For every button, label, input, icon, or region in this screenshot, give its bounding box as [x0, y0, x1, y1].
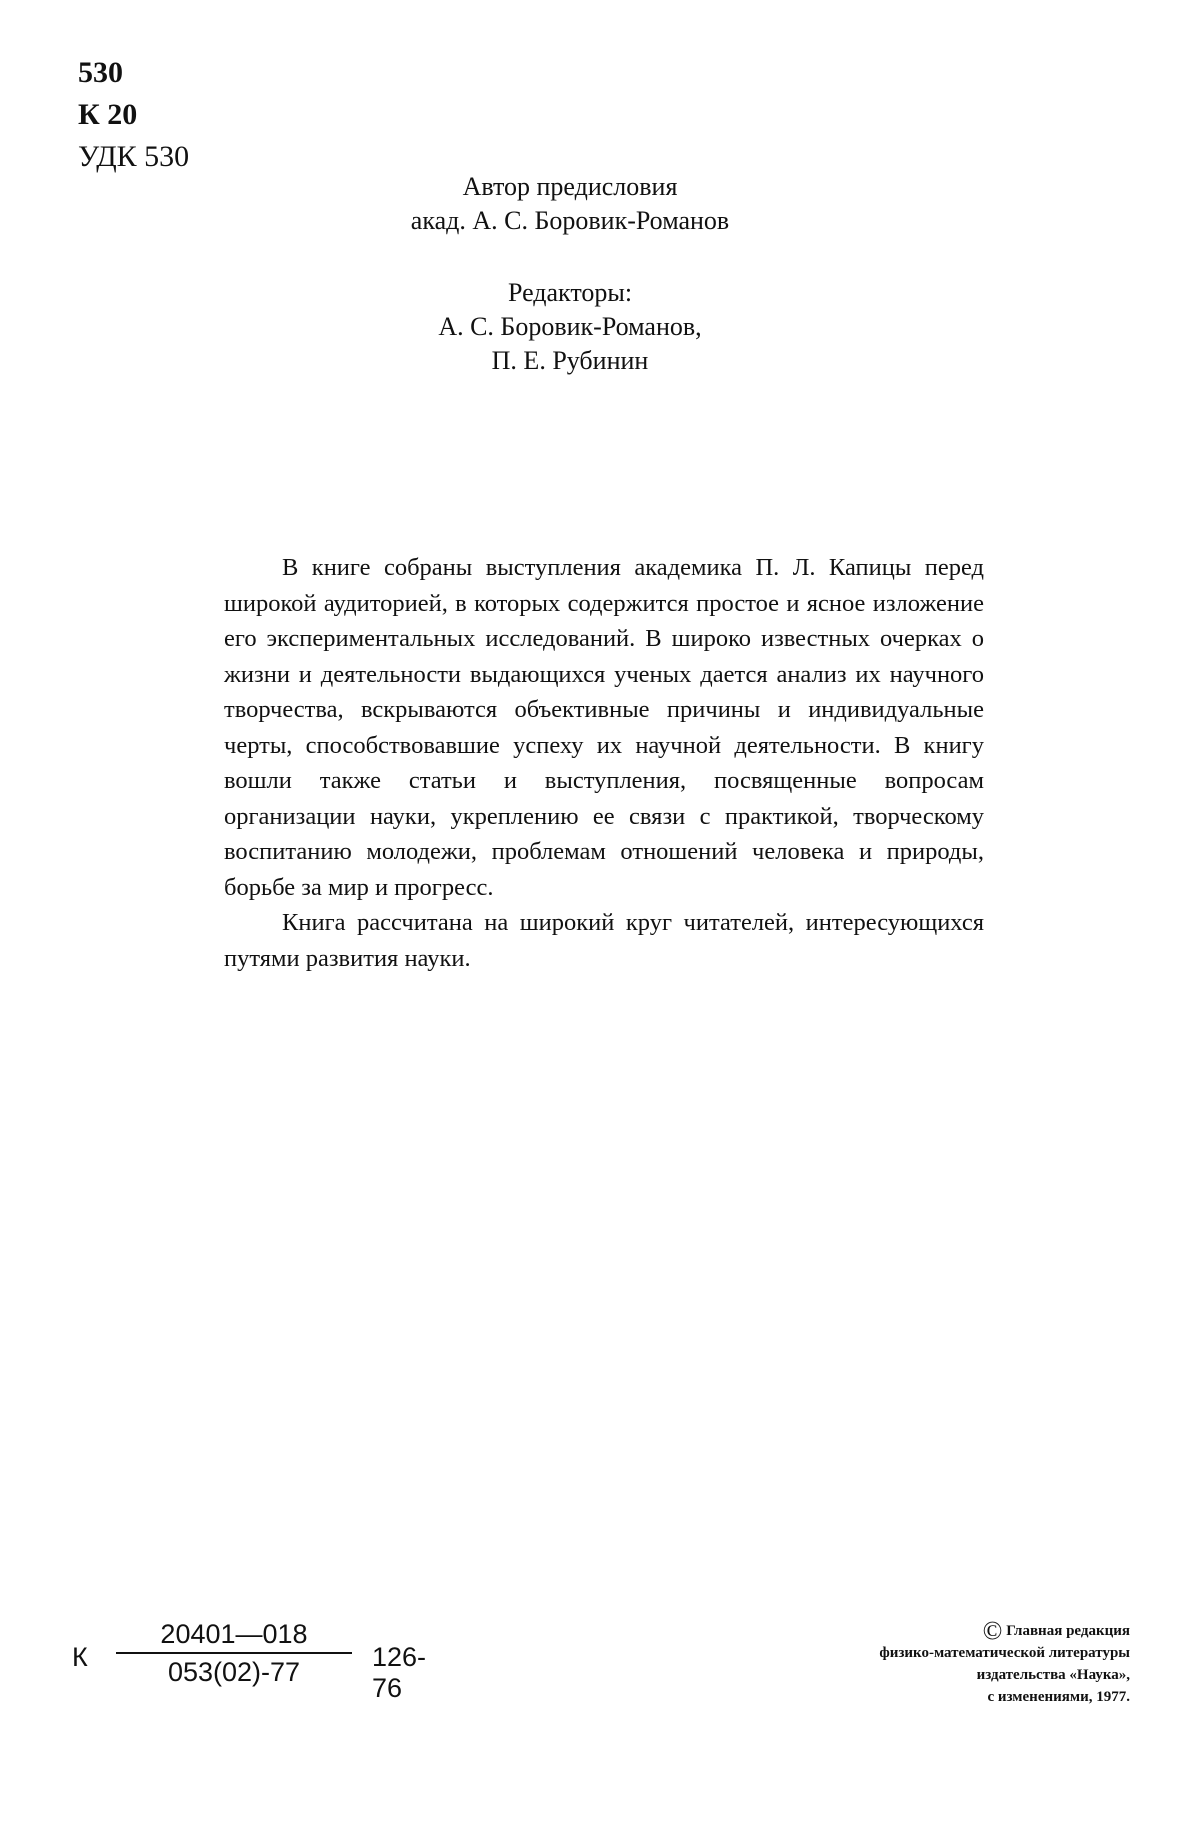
copyright-line: Главная редакция	[1006, 1623, 1130, 1639]
copyright-line: физико-математической литературы	[879, 1645, 1130, 1661]
editors-credits	[300, 276, 840, 378]
annotation-paragraph: В книге собраны выступления академика П. Л. Капицы перед широкой аудиторией, в которых содержится простое и ясное изложение его экспериментальных исследований. В широко известных очерках о жизни и деятельности выдающихся ученых дается анализ их научного творчества, вскрываются объективные причины и индивидуальные черты, способствовавшие успеху их научной деятельности. В книгу вошли также статьи и выступления, посвященные вопросам организации науки, укреплению ее связи с практикой, творческому воспитанию молодежи, проблемам отношений человека и природы, борьбе за мир и прогресс.	[224, 554, 984, 901]
classification-code: 530	[78, 56, 123, 89]
editor-name: П. Е. Рубинин	[491, 346, 649, 375]
publisher-code-numerator: 20401—018	[116, 1618, 352, 1654]
annotation-paragraph: Книга рассчитана на широкий круг читателей, интересующихся путями развития науки.	[224, 909, 984, 972]
publisher-code-letter: К	[72, 1642, 88, 1672]
copyright-icon: ©	[982, 1616, 1003, 1645]
publisher-code-denominator: 053(02)-77	[167, 1657, 301, 1687]
classification-block	[78, 52, 189, 178]
publisher-code-suffix: 126-76	[372, 1642, 427, 1703]
copyright-line: издательства «Наука»,	[976, 1667, 1130, 1683]
copyright-line: с изменениями, 1977.	[987, 1689, 1130, 1705]
preface-credits	[300, 170, 840, 238]
book-annotation	[224, 550, 984, 976]
preface-author: акад. А. С. Боровик-Романов	[410, 206, 730, 235]
copyright-notice	[740, 1616, 1130, 1708]
publisher-code-fraction	[116, 1618, 352, 1688]
udc-code: УДК 530	[78, 140, 190, 173]
author-mark: К 20	[78, 98, 138, 131]
preface-label: Автор предисловия	[462, 172, 678, 201]
editors-label: Редакторы:	[507, 278, 633, 307]
editor-name: А. С. Боровик-Романов,	[438, 312, 702, 341]
